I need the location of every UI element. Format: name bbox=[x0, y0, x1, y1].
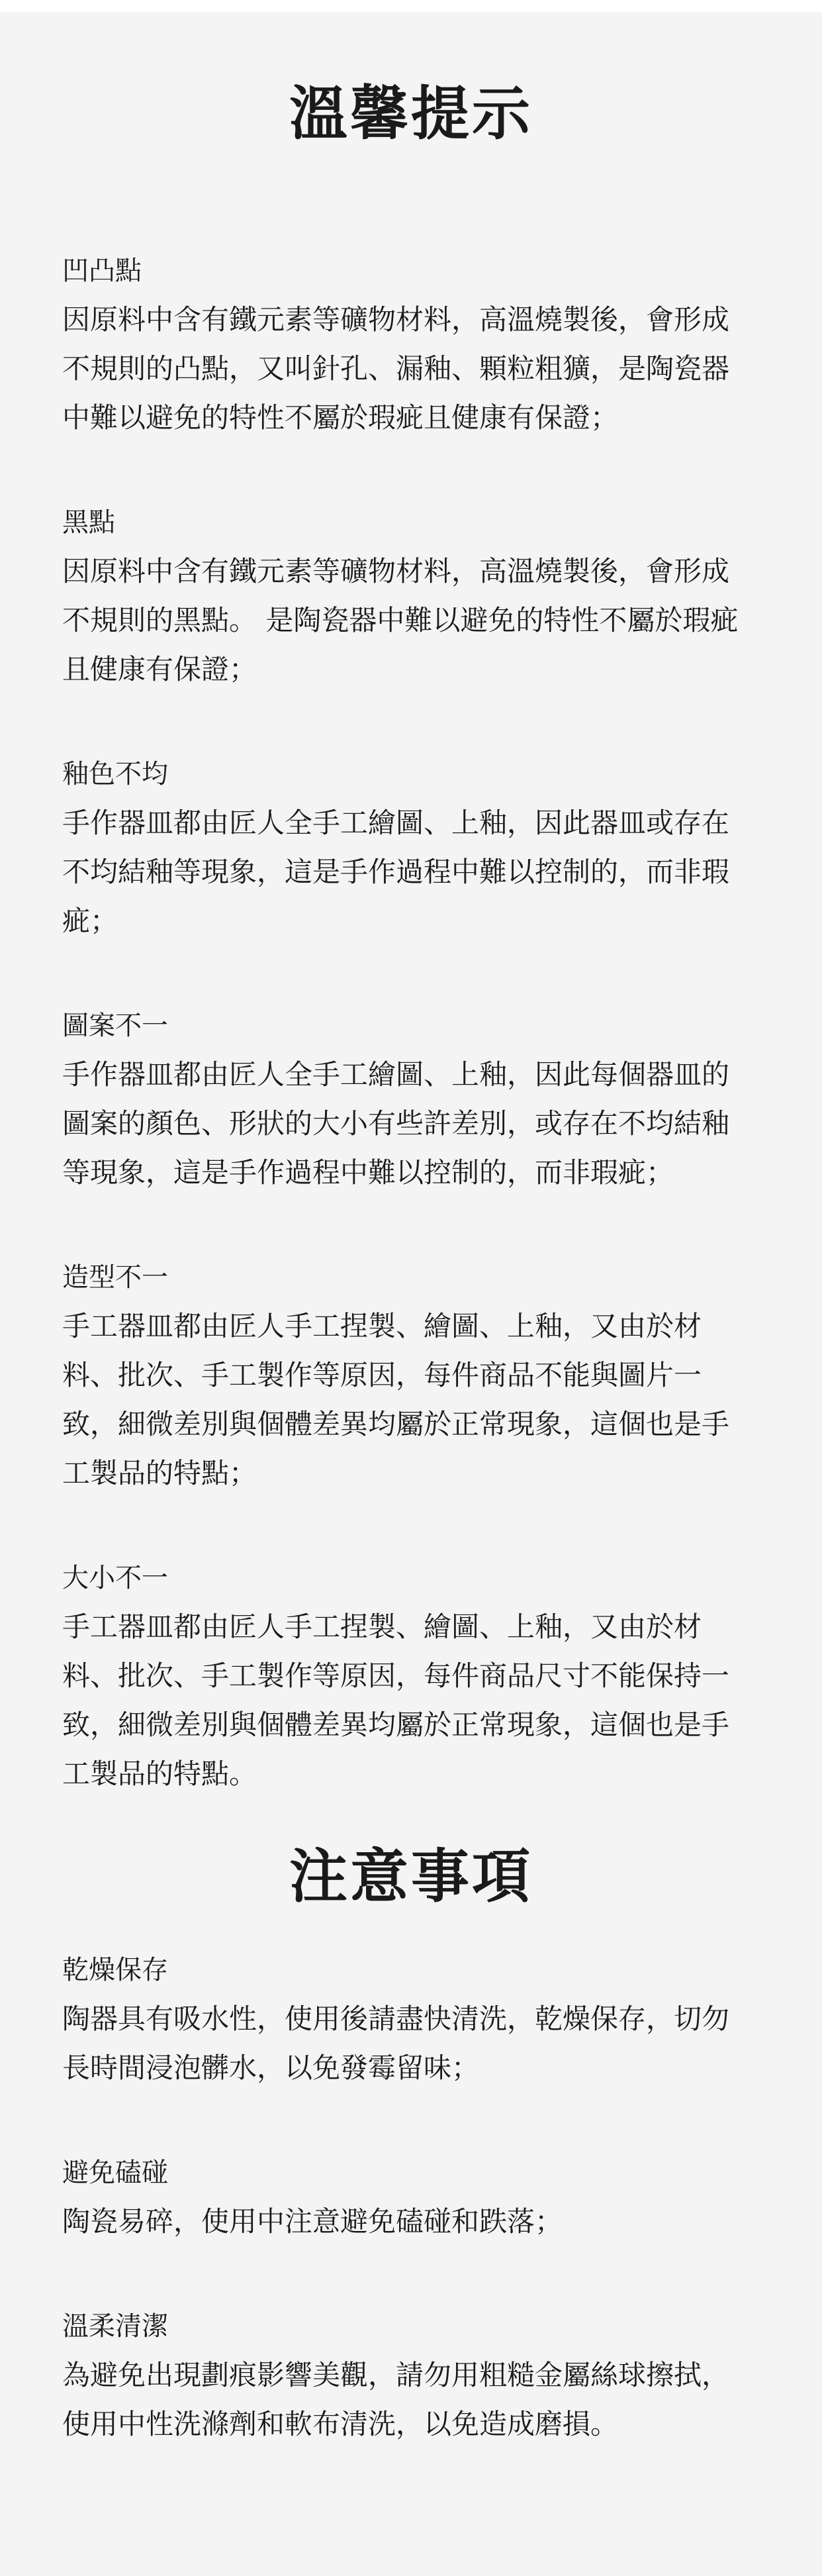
tip-body: 手作器皿都由匠人全手工繪圖、上釉，因此器皿或存在不均結釉等現象，這是手作過程中難以控制的，而非瑕疵； bbox=[62, 807, 730, 937]
note-body: 陶瓷易碎，使用中注意避免磕碰和跌落； bbox=[62, 2205, 563, 2238]
tip-item-bumps bbox=[62, 254, 751, 442]
note-heading: 溫柔清潔 bbox=[62, 2311, 168, 2342]
tip-heading: 黑點 bbox=[62, 507, 115, 538]
tips-section bbox=[62, 254, 751, 1799]
note-item-gentle-cleaning bbox=[62, 2310, 751, 2449]
tip-body: 因原料中含有鐵元素等礦物材料，高溫燒製後，會形成不規則的凸點，又叫針孔、漏釉、顆粒粗獷，是陶瓷器中難以避免的特性不屬於瑕疵且健康有保證； bbox=[62, 303, 730, 434]
top-bar bbox=[0, 0, 822, 12]
tip-item-uneven-glaze bbox=[62, 758, 751, 946]
notes-title: 注意事項 bbox=[289, 1842, 533, 1910]
note-heading: 避免磕碰 bbox=[62, 2157, 168, 2188]
tip-body: 手工器皿都由匠人手工捏製、繪圖、上釉，又由於材料、批次、手工製作等原因，每件商品尺寸不能保持一致，細微差別與個體差異均屬於正常現象，這個也是手工製品的特點。 bbox=[62, 1610, 730, 1790]
tips-title: 溫馨提示 bbox=[289, 79, 533, 148]
tip-item-shape-variation bbox=[62, 1261, 751, 1498]
notes-section bbox=[62, 1954, 751, 2449]
tip-heading: 圖案不一 bbox=[62, 1011, 168, 1041]
tip-item-pattern-variation bbox=[62, 1009, 751, 1197]
tip-body: 手作器皿都由匠人全手工繪圖、上釉，因此每個器皿的圖案的顏色、形狀的大小有些許差別，或存在不均結釉等現象，這是手作過程中難以控制的，而非瑕疵； bbox=[62, 1058, 730, 1189]
note-item-dry-storage bbox=[62, 1954, 751, 2093]
tip-heading: 大小不一 bbox=[62, 1563, 168, 1593]
tip-body: 手工器皿都由匠人手工捏製、繪圖、上釉，又由於材料、批次、手工製作等原因，每件商品不能與圖片一致，細微差別與個體差異均屬於正常現象，這個也是手工製品的特點； bbox=[62, 1310, 730, 1489]
tip-item-size-variation bbox=[62, 1561, 751, 1799]
tip-heading: 釉色不均 bbox=[62, 759, 168, 789]
tip-item-black-spots bbox=[62, 506, 751, 694]
tip-body: 因原料中含有鐵元素等礦物材料，高溫燒製後，會形成不規則的黑點。 是陶瓷器中難以避免的特性不屬於瑕疵且健康有保證； bbox=[62, 555, 739, 685]
note-heading: 乾燥保存 bbox=[62, 1955, 168, 1985]
tip-heading: 造型不一 bbox=[62, 1262, 168, 1293]
note-item-avoid-impact bbox=[62, 2156, 751, 2246]
tip-heading: 凹凸點 bbox=[62, 256, 142, 286]
note-body: 為避免出現劃痕影響美觀，請勿用粗糙金屬絲球擦拭，使用中性洗滌劑和軟布清洗，以免造成磨損。 bbox=[62, 2359, 730, 2440]
note-body: 陶器具有吸水性，使用後請盡快清洗，乾燥保存，切勿長時間浸泡髒水，以免發霉留味； bbox=[62, 2003, 730, 2084]
